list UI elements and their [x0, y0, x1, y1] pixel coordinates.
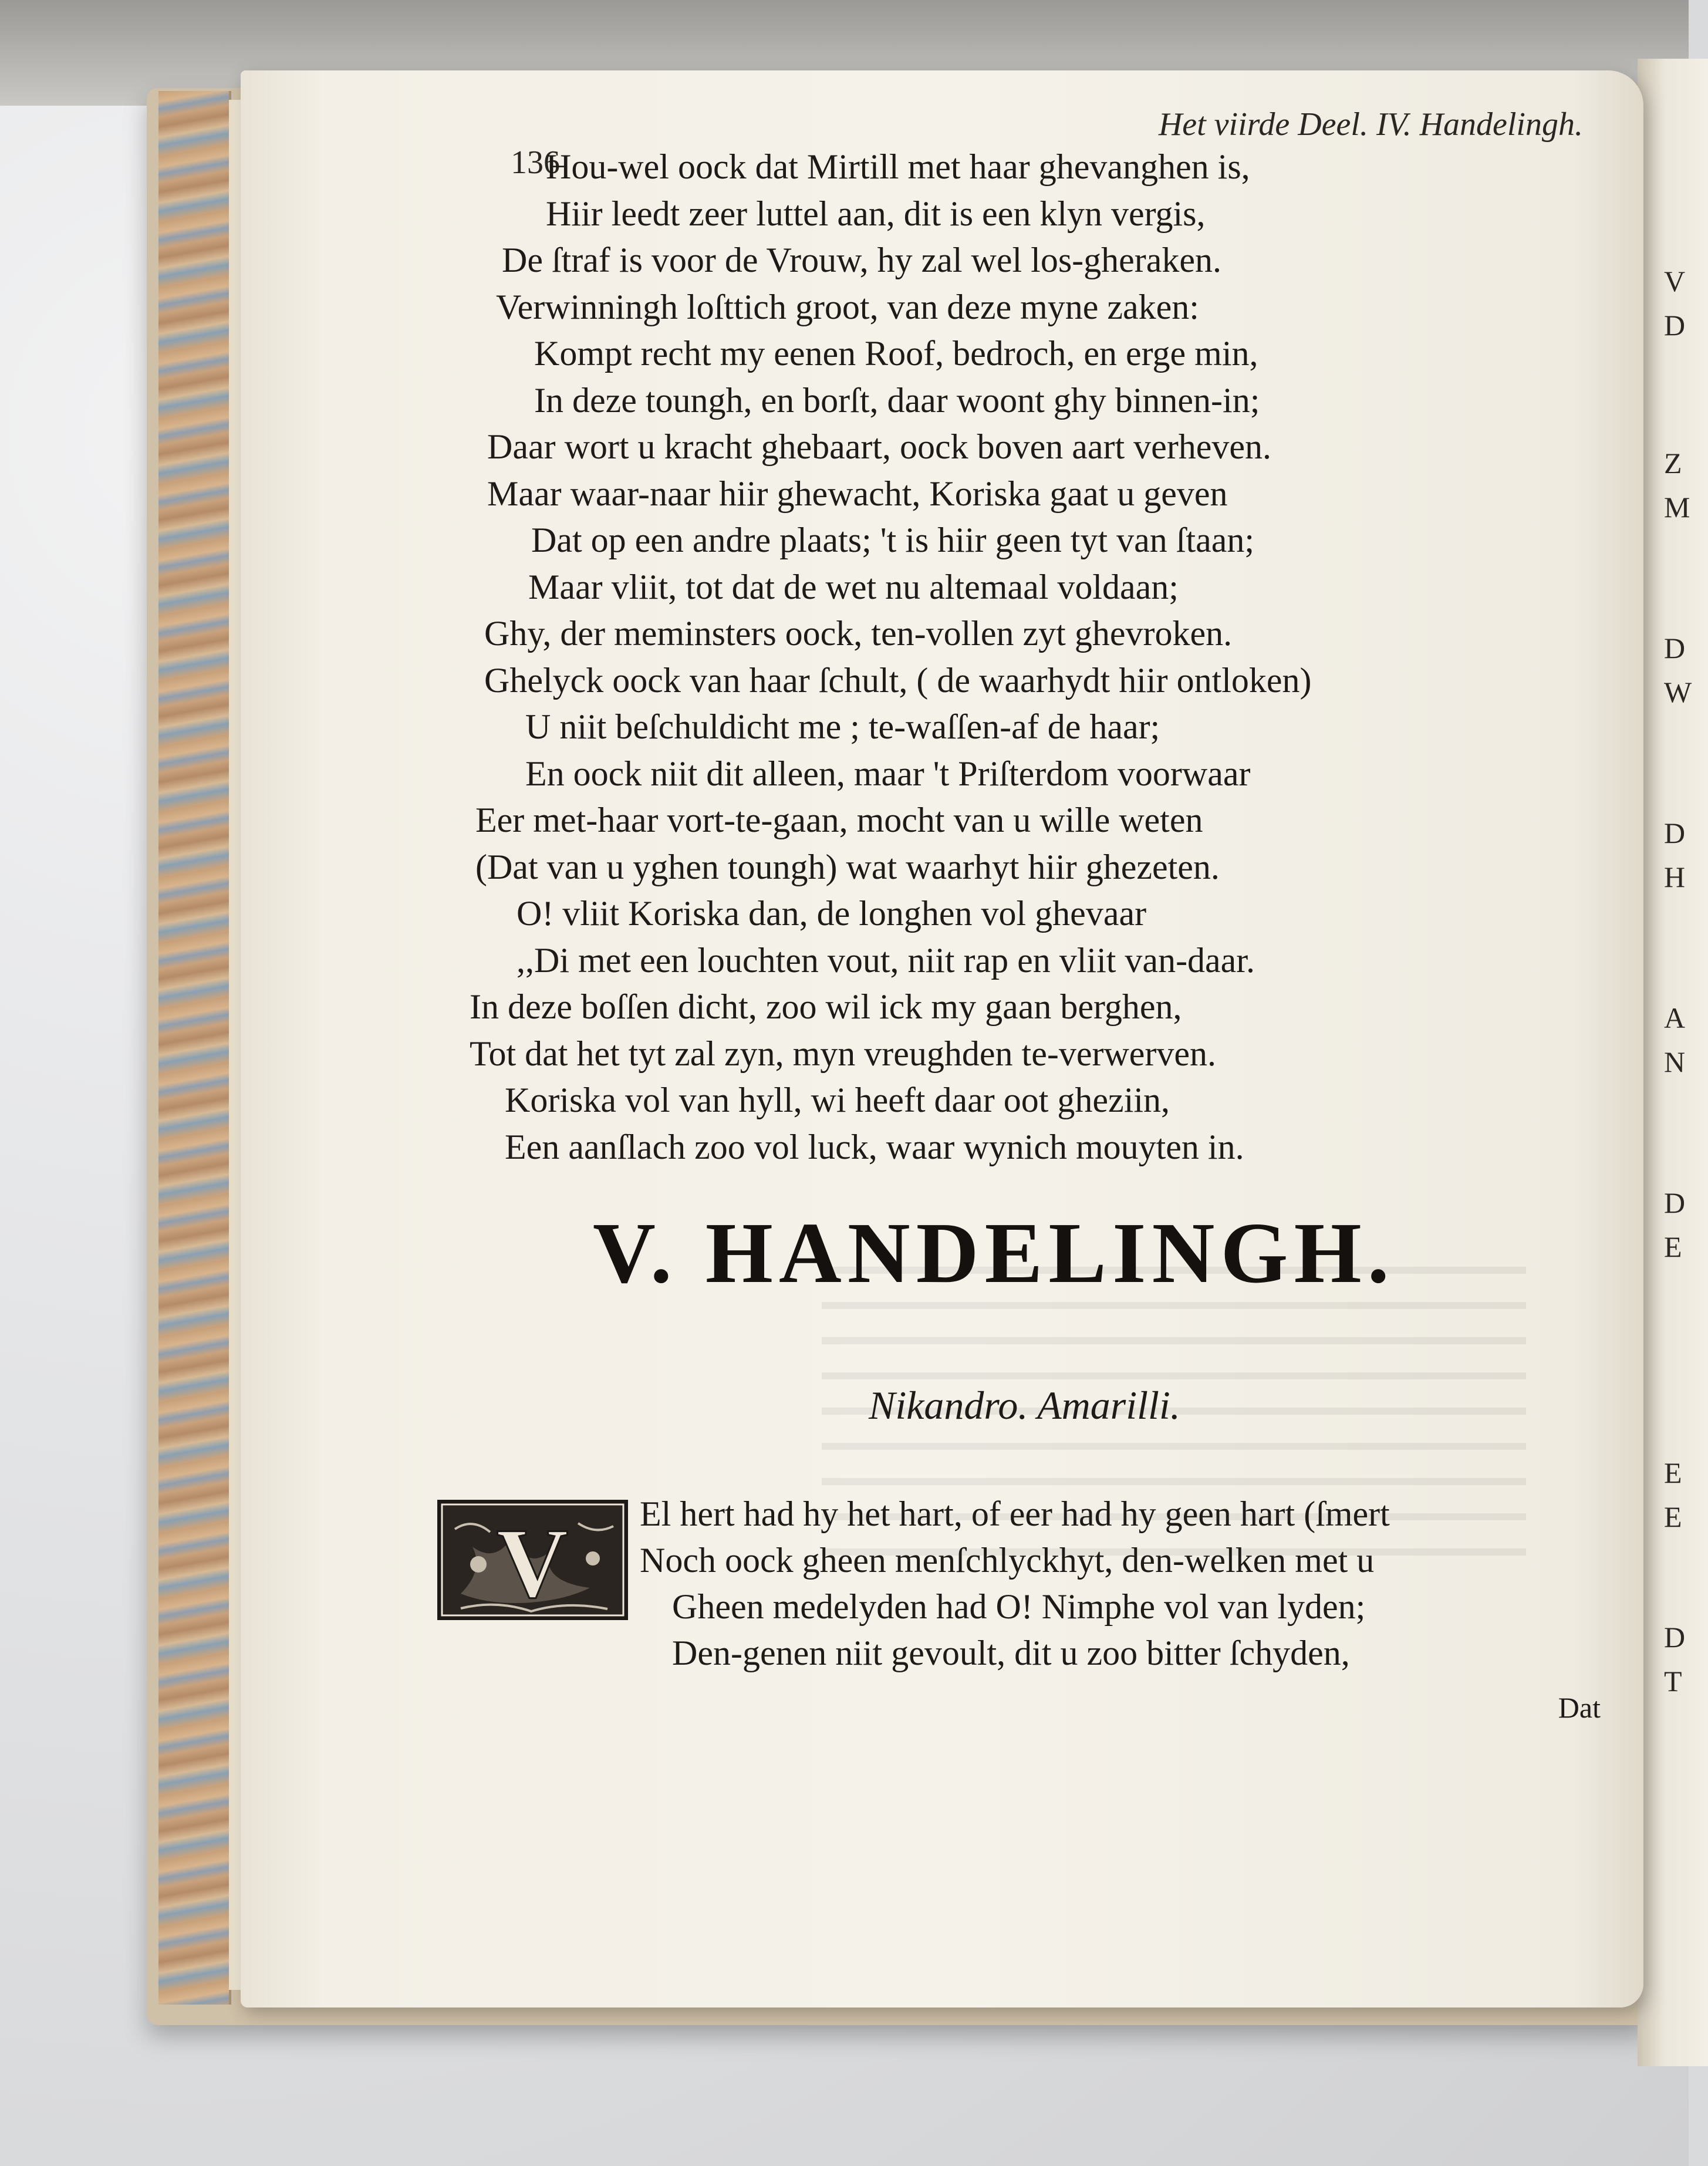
act-five-verse	[640, 1491, 1626, 1676]
facing-page-letters	[1664, 0, 1699, 2166]
verse-line: Koriska vol van hyll, wi heeft daar oot gheziin,	[505, 1081, 1170, 1119]
facing-letter: M	[1664, 491, 1690, 524]
verse-line: Een aanſlach zoo vol luck, waar wynich mouyten in.	[505, 1127, 1244, 1166]
facing-letter: W	[1664, 676, 1692, 708]
act-title: V. HANDELINGH.	[593, 1205, 1395, 1301]
facing-letter: E	[1664, 1500, 1682, 1533]
verse-line: En oock niit dit alleen, maar 't Priſterdom voorwaar	[525, 754, 1251, 793]
facing-letter: D	[1664, 1186, 1686, 1219]
catchword: Dat	[1558, 1691, 1601, 1724]
marbled-spine	[158, 91, 231, 2005]
facing-letter: E	[1664, 1456, 1682, 1489]
verse-line: (Dat van u yghen toungh) wat waarhyt hiir ghezeten.	[475, 847, 1220, 886]
verse-line: Verwinningh loſttich groot, van deze myne zaken:	[496, 287, 1199, 326]
verse-line: Daar wort u kracht ghebaart, oock boven aart verheven.	[487, 427, 1272, 466]
facing-letter: T	[1664, 1665, 1682, 1698]
verse-line: Ghelyck oock van haar ſchult, ( de waarhydt hiir ontloken)	[484, 660, 1312, 700]
facing-letter: N	[1664, 1045, 1686, 1078]
facing-letter: E	[1664, 1230, 1682, 1263]
speaker-names: Nikandro. Amarilli.	[869, 1383, 1180, 1428]
verse-line: Gheen medelyden had O! Nimphe vol van lyden;	[672, 1587, 1366, 1626]
verse-line: Tot dat het tyt zal zyn, myn vreughden te-verwerven.	[470, 1034, 1217, 1073]
verse-line: Den-genen niit gevoult, dit u zoo bitter ſchyden,	[672, 1634, 1350, 1672]
verse-line: In deze boſſen dicht, zoo wil ick my gaan berghen,	[470, 987, 1182, 1026]
facing-letter: H	[1664, 861, 1686, 893]
verse-line: In deze toungh, en borſt, daar woont ghy binnen-in;	[534, 380, 1260, 420]
verse-line: Eer met-haar vort-te-gaan, mocht van u wille weten	[475, 801, 1203, 839]
verse-line: ,,Di met een louchten vout, niit rap en vliit van-daar.	[517, 940, 1255, 980]
page-number: 136	[511, 144, 560, 181]
verse-line: El hert had hy het hart, of eer had hy geen hart (ſmert	[640, 1494, 1390, 1533]
verse-block	[470, 144, 1526, 1170]
verse-line: O! vliit Koriska dan, de longhen vol ghevaar	[517, 894, 1147, 933]
verse-line: Hiir leedt zeer luttel aan, dit is een klyn vergis,	[546, 194, 1206, 233]
verse-line: Ghy, der meminsters oock, ten-vollen zyt ghevroken.	[484, 614, 1233, 653]
running-head: Het viirde Deel. IV. Handelingh.	[1158, 106, 1583, 143]
facing-letter: D	[1664, 1621, 1686, 1654]
verse-line: De ſtraf is voor de Vrouw, hy zal wel los-gheraken.	[502, 241, 1222, 279]
svg-text:V: V	[496, 1508, 569, 1618]
facing-letter: D	[1664, 632, 1686, 664]
verse-line: U niit beſchuldicht me ; te-waſſen-af de haar;	[525, 707, 1160, 746]
verse-line: Hou-wel oock dat Mirtill met haar ghevanghen is,	[546, 147, 1250, 186]
facing-letter: Z	[1664, 447, 1682, 480]
facing-letter: V	[1664, 265, 1686, 298]
facing-letter: D	[1664, 817, 1686, 849]
verse-line: Kompt recht my eenen Roof, bedroch, en erge min,	[534, 334, 1258, 373]
facing-letter: D	[1664, 309, 1686, 342]
verse-line: Dat op een andre plaats; 't is hiir geen tyt van ſtaan;	[531, 521, 1255, 559]
verse-line: Noch oock gheen menſchlyckhyt, den-welken met u	[640, 1541, 1375, 1580]
decorated-initial-icon	[437, 1500, 628, 1620]
verse-line: Maar waar-naar hiir ghewacht, Koriska gaat u geven	[487, 474, 1228, 513]
facing-letter: A	[1664, 1001, 1686, 1034]
verse-line: Maar vliit, tot dat de wet nu altemaal voldaan;	[528, 567, 1179, 606]
